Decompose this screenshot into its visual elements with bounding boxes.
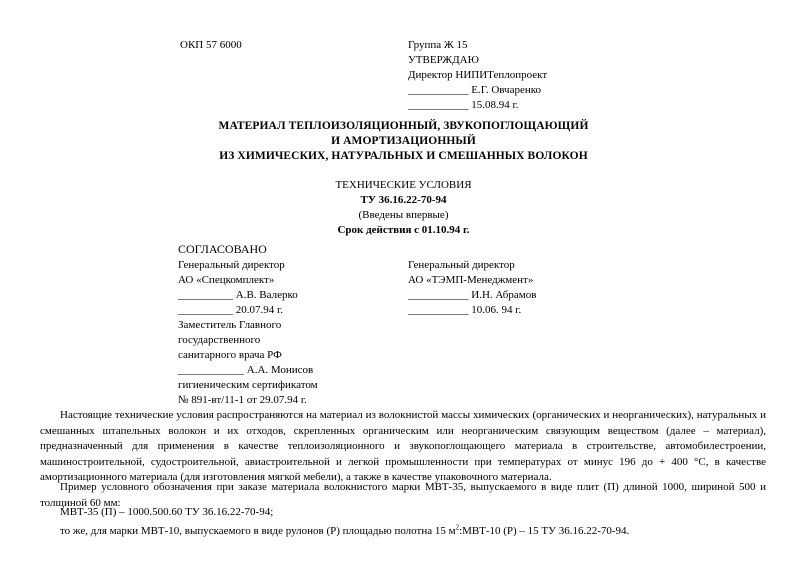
document-title (120, 119, 687, 164)
spec-note: (Введены впервые) (358, 209, 449, 221)
body-paragraph-example: Пример условного обозначения при заказе материала волокнистого марки МВТ-35, выпускаемого в виде плит (П) длиной 1000, шириной 500 и толщиной 60 мм: (40, 481, 766, 509)
spec-code: ТУ 36.16.22-70-94 (360, 194, 447, 206)
body-designation-example: МВТ-35 (П) – 1000.500.60 ТУ 36.16.22-70-94; (60, 506, 274, 518)
spec-type: ТЕХНИЧЕСКИЕ УСЛОВИЯ (335, 179, 472, 191)
agreed-left-line: ____________ А.А. Монисов (178, 364, 314, 376)
agreed-left-line: __________ 20.07.94 г. (178, 304, 284, 316)
director-title: Директор НИПИТеплопроект (408, 69, 548, 81)
agreed-right-line: ___________ 10.06. 94 г. (408, 304, 522, 316)
agreed-left-line: Генеральный директор (178, 259, 285, 271)
approve-label: УТВЕРЖДАЮ (408, 54, 479, 66)
agreed-left-column (178, 258, 318, 408)
title-line-2: И АМОРТИЗАЦИОННЫЙ (331, 135, 476, 147)
approval-block (408, 38, 547, 113)
agreed-left-line: государственного (178, 334, 261, 346)
agreed-right-column (408, 258, 536, 318)
agreed-left-line: АО «Спецкомплект» (178, 274, 275, 286)
agreed-right-line: ___________ И.Н. Абрамов (408, 289, 537, 301)
director-signature: ___________ Е.Г. Овчаренко (408, 84, 542, 96)
agreed-right-line: Генеральный директор (408, 259, 515, 271)
group-code: Группа Ж 15 (408, 39, 468, 51)
roll-text-sup: 2 (455, 523, 460, 532)
title-line-3: ИЗ ХИМИЧЕСКИХ, НАТУРАЛЬНЫХ И СМЕШАННЫХ ВОЛОКОН (219, 150, 588, 162)
title-line-1: МАТЕРИАЛ ТЕПЛОИЗОЛЯЦИОННЫЙ, ЗВУКОПОГЛОЩАЮЩИЙ (218, 120, 589, 132)
agreed-right-line: АО «ТЭМП-Менеджмент» (408, 274, 534, 286)
agreed-left-line: санитарного врача РФ (178, 349, 282, 361)
spec-block (120, 178, 687, 238)
agreed-label: СОГЛАСОВАНО (178, 242, 267, 256)
agreed-left-line: __________ А.В. Валерко (178, 289, 298, 301)
body-designation-roll (60, 524, 766, 540)
body-paragraph-scope: Настоящие технические условия распространяются на материал из волокнистой массы химических (органических и неорганических), натуральных и смешанных штапельных волокон и их отходов, скрепленных органическим или неорганическим связующим веществом (далее – материал), предназначенный для применения в качестве теплоизоляционного и звукопоглощающего материала в строительстве, автомобилестроении, машиностроительной, судостроительной, авиастроительной и легкой промышленности при температурах от минус 196 до + 400 °С, в качестве амортизационного материала (для изготовления мягкой мебели), а также в качестве упаковочного материала. (40, 409, 766, 483)
approval-date: ___________ 15.08.94 г. (408, 99, 519, 111)
agreed-left-line: № 891-вт/11-1 от 29.07.94 г. (178, 394, 307, 406)
agreed-left-line: гигиеническим сертификатом (178, 379, 318, 391)
agreed-left-line: Заместитель Главного (178, 319, 282, 331)
roll-text-a: то же, для марки МВТ-10, выпускаемого в виде рулонов (Р) площадью полотна 15 м (60, 525, 456, 537)
roll-text-b: :МВТ-10 (Р) – 15 ТУ 36.16.22-70-94. (459, 525, 630, 537)
okp-code: ОКП 57 6000 (180, 39, 242, 51)
spec-validity: Срок действия с 01.10.94 г. (337, 224, 470, 236)
